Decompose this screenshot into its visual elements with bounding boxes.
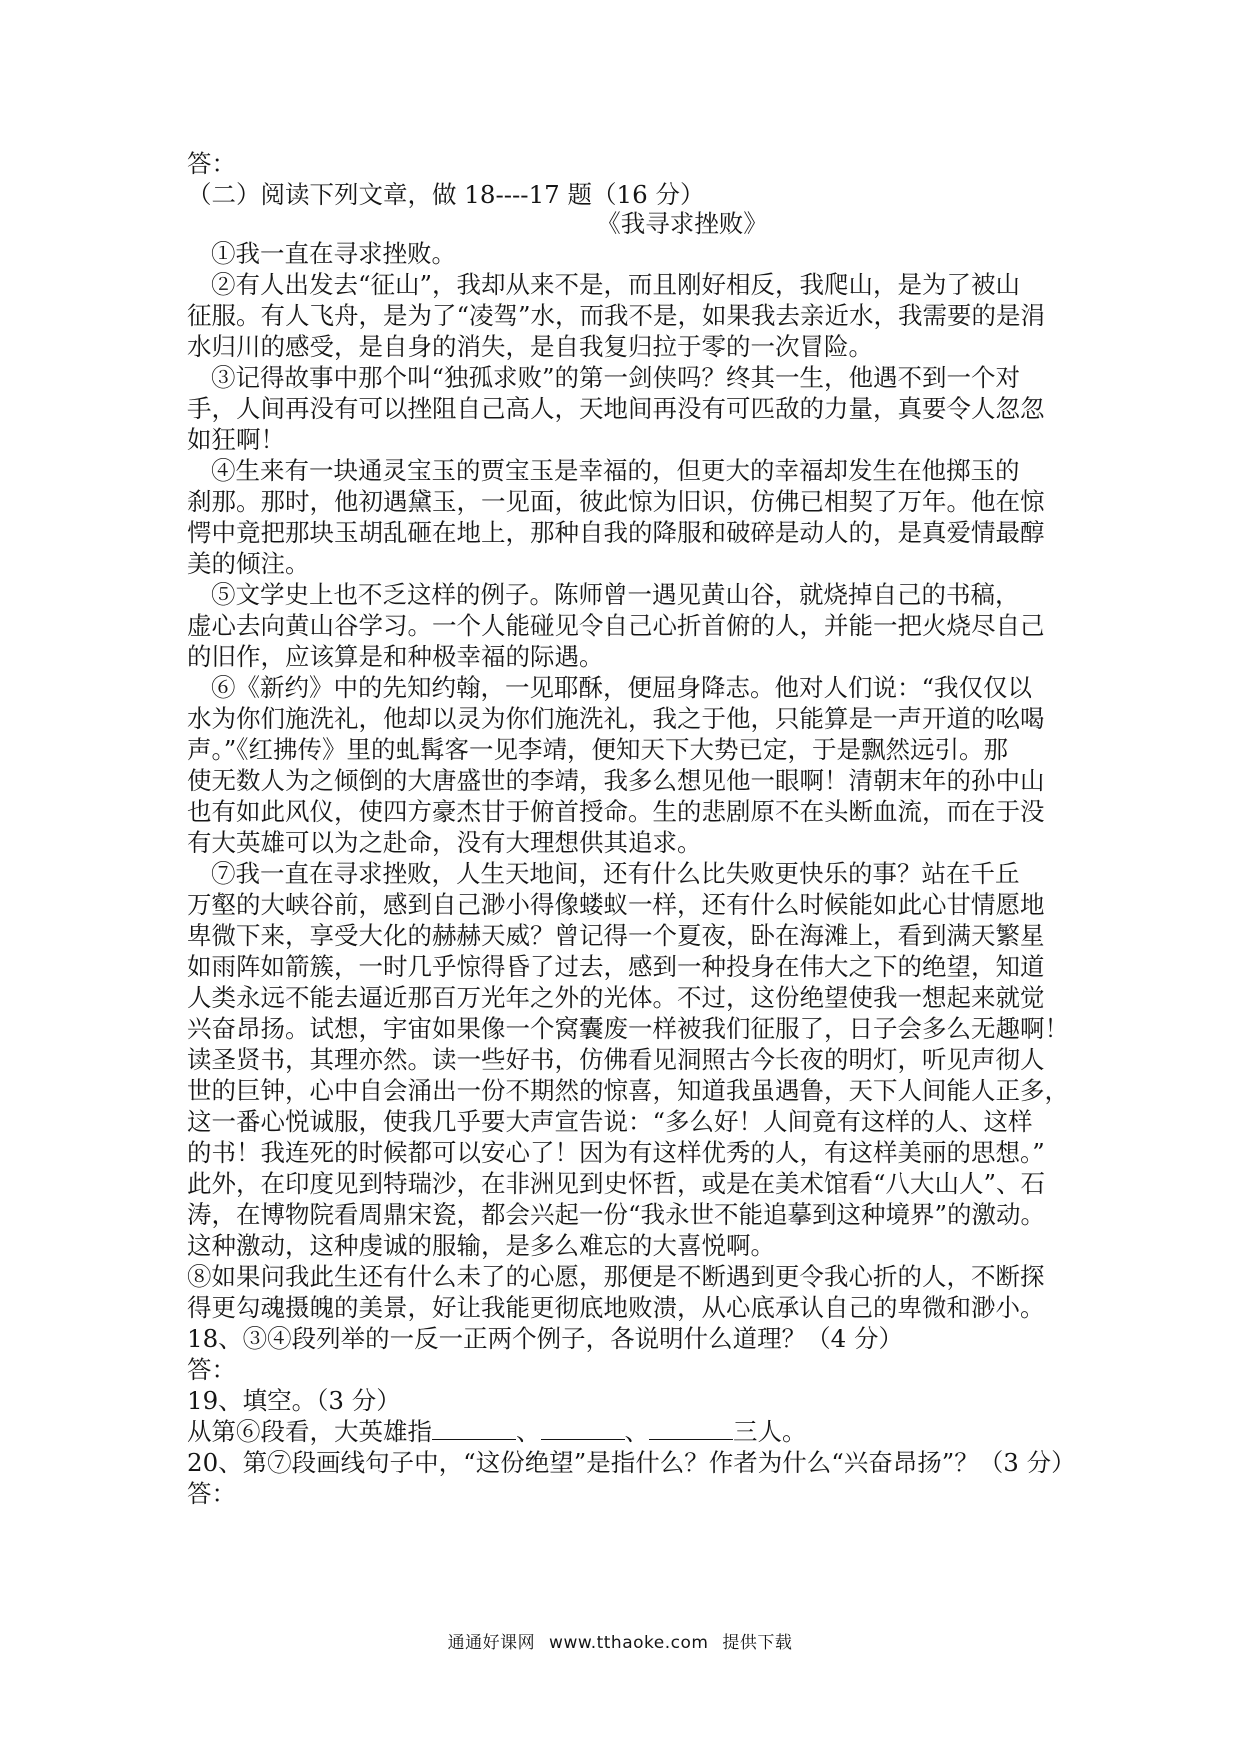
fill-blank-3[interactable] xyxy=(649,1419,733,1440)
paragraph-4-line-2: 刹那。那时，他初遇黛玉，一见面，彼此惊为旧识，仿佛已相契了万年。他在惊 xyxy=(187,487,1045,516)
fill-prefix: 从第⑥段看，大英雄指 xyxy=(187,1417,432,1446)
fill-suffix: 三人。 xyxy=(733,1417,807,1446)
paragraph-4-line-1: ④生来有一块通灵宝玉的贾宝玉是幸福的，但更大的幸福却发生在他掷玉的 xyxy=(211,456,1020,485)
question-18-answer: 答： xyxy=(187,1355,236,1384)
paragraph-7-line-6: 兴奋昂扬。试想，宇宙如果像一个窝囊废一样被我们征服了，日子会多么无趣啊！ xyxy=(187,1014,1069,1043)
footer-site-url[interactable]: www.tthaoke.com xyxy=(549,1633,709,1653)
question-20: 20、第⑦段画线句子中，“这份绝望”是指什么？作者为什么“兴奋昂扬”？（3 分） xyxy=(187,1448,1076,1477)
paragraph-4-line-3: 愕中竟把那块玉胡乱砸在地上，那种自我的降服和破碎是动人的，是真爱情最醇 xyxy=(187,518,1045,547)
paragraph-5-line-2: 虚心去向黄山谷学习。一个人能碰见令自己心折首俯的人，并能一把火烧尽自己 xyxy=(187,611,1045,640)
paragraph-7-line-4: 如雨阵如箭簇，一时几乎惊得昏了过去，感到一种投身在伟大之下的绝望，知道 xyxy=(187,952,1045,981)
footer-site-name: 通通好课网 xyxy=(447,1633,536,1653)
paragraph-3-line-1: ③记得故事中那个叫“独孤求败”的第一剑侠吗？终其一生，他遇不到一个对 xyxy=(211,363,1021,392)
article-title: 《我寻求挫败》 xyxy=(596,209,768,238)
question-20-answer: 答： xyxy=(187,1479,236,1508)
paragraph-7-line-11: 此外，在印度见到特瑞沙，在非洲见到史怀哲，或是在美术馆看“八大山人”、石 xyxy=(187,1169,1046,1198)
paragraph-7-line-9: 这一番心悦诚服，使我几乎要大声宣告说：“多么好！人间竟有这样的人、这样 xyxy=(187,1107,1033,1136)
question-19-fill xyxy=(187,1416,1067,1447)
paragraph-7-line-8: 世的巨钟，心中自会涌出一份不期然的惊喜，知道我虽遇鲁，天下人间能人正多， xyxy=(187,1076,1069,1105)
paragraph-6-line-1: ⑥《新约》中的先知约翰，一见耶酥，便屈身降志。他对人们说：“我仅仅以 xyxy=(211,673,1033,702)
page-footer xyxy=(0,1628,1240,1653)
document-page xyxy=(187,148,1076,1509)
article-body xyxy=(187,238,1067,1323)
paragraph-1-line-1: ①我一直在寻求挫败。 xyxy=(211,239,456,268)
paragraph-7-line-5: 人类永远不能去逼近那百万光年之外的光体。不过，这份绝望使我一想起来就觉 xyxy=(187,983,1045,1012)
question-19: 19、填空。（3 分） xyxy=(187,1386,401,1415)
paragraph-6-line-3: 声。”《红拂传》里的虬髯客一见李靖，便知天下大势已定，于是飘然远引。那 xyxy=(187,735,1009,764)
footer-note: 提供下载 xyxy=(722,1633,793,1653)
paragraph-7-line-1: ⑦我一直在寻求挫败，人生天地间，还有什么比失败更快乐的事？站在千丘 xyxy=(211,859,1020,888)
paragraph-3-line-3: 如狂啊！ xyxy=(187,425,285,454)
paragraph-4-line-4: 美的倾注。 xyxy=(187,549,310,578)
paragraph-8-line-1: ⑧如果问我此生还有什么未了的心愿，那便是不断遇到更令我心折的人，不断探 xyxy=(187,1262,1045,1291)
section-heading: （二）阅读下列文章，做 18----17 题（16 分） xyxy=(187,180,705,209)
paragraph-6-line-4: 使无数人为之倾倒的大唐盛世的李靖，我多么想见他一眼啊！清朝末年的孙中山 xyxy=(187,766,1045,795)
paragraph-7-line-2: 万壑的大峡谷前，感到自己渺小得像蝼蚁一样，还有什么时候能如此心甘情愿地 xyxy=(187,890,1045,919)
paragraph-2-line-3: 水归川的感受，是自身的消失，是自我复归拉于零的一次冒险。 xyxy=(187,332,873,361)
fill-sep-2: 、 xyxy=(624,1417,649,1446)
paragraph-6-line-2: 水为你们施洗礼，他却以灵为你们施洗礼，我之于他，只能算是一声开道的吆喝 xyxy=(187,704,1045,733)
paragraph-6-line-5: 也有如此风仪，使四方豪杰甘于俯首授命。生的悲剧原不在头断血流，而在于没 xyxy=(187,797,1045,826)
paragraph-3-line-2: 手，人间再没有可以挫阻自己高人，天地间再没有可匹敌的力量，真要令人忽忽 xyxy=(187,394,1045,423)
fill-blank-2[interactable] xyxy=(541,1419,625,1440)
fill-blank-1[interactable] xyxy=(432,1419,516,1440)
paragraph-5-line-1: ⑤文学史上也不乏这样的例子。陈师曾一遇见黄山谷，就烧掉自己的书稿， xyxy=(211,580,1020,609)
question-18: 18、③④段列举的一反一正两个例子，各说明什么道理？（4 分） xyxy=(187,1324,904,1353)
paragraph-5-line-3: 的旧作，应该算是和种极幸福的际遇。 xyxy=(187,642,604,671)
paragraph-7-line-10: 的书！我连死的时候都可以安心了！因为有这样优秀的人，有这样美丽的思想。” xyxy=(187,1138,1045,1167)
paragraph-2-line-2: 征服。有人飞舟，是为了“凌驾”水，而我不是，如果我去亲近水，我需要的是涓 xyxy=(187,301,1046,330)
paragraph-8-line-2: 得更勾魂摄魄的美景，好让我能更彻底地败溃，从心底承认自己的卑微和渺小。 xyxy=(187,1293,1045,1322)
paragraph-7-line-12: 涛，在博物院看周鼎宋瓷，都会兴起一份“我永世不能追摹到这种境界”的激动。 xyxy=(187,1200,1046,1229)
paragraph-7-line-13: 这种激动，这种虔诚的服输，是多么难忘的大喜悦啊。 xyxy=(187,1231,775,1260)
answer-label: 答： xyxy=(187,149,236,178)
paragraph-7-line-3: 卑微下来，享受大化的赫赫天威？曾记得一个夏夜，卧在海滩上，看到满天繁星 xyxy=(187,921,1045,950)
paragraph-2-line-1: ②有人出发去“征山”，我却从来不是，而且刚好相反，我爬山，是为了被山 xyxy=(211,270,1021,299)
fill-sep-1: 、 xyxy=(516,1417,541,1446)
paragraph-7-line-7: 读圣贤书，其理亦然。读一些好书，仿佛看见洞照古今长夜的明灯，听见声彻人 xyxy=(187,1045,1045,1074)
paragraph-6-line-6: 有大英雄可以为之赴命，没有大理想供其追求。 xyxy=(187,828,702,857)
